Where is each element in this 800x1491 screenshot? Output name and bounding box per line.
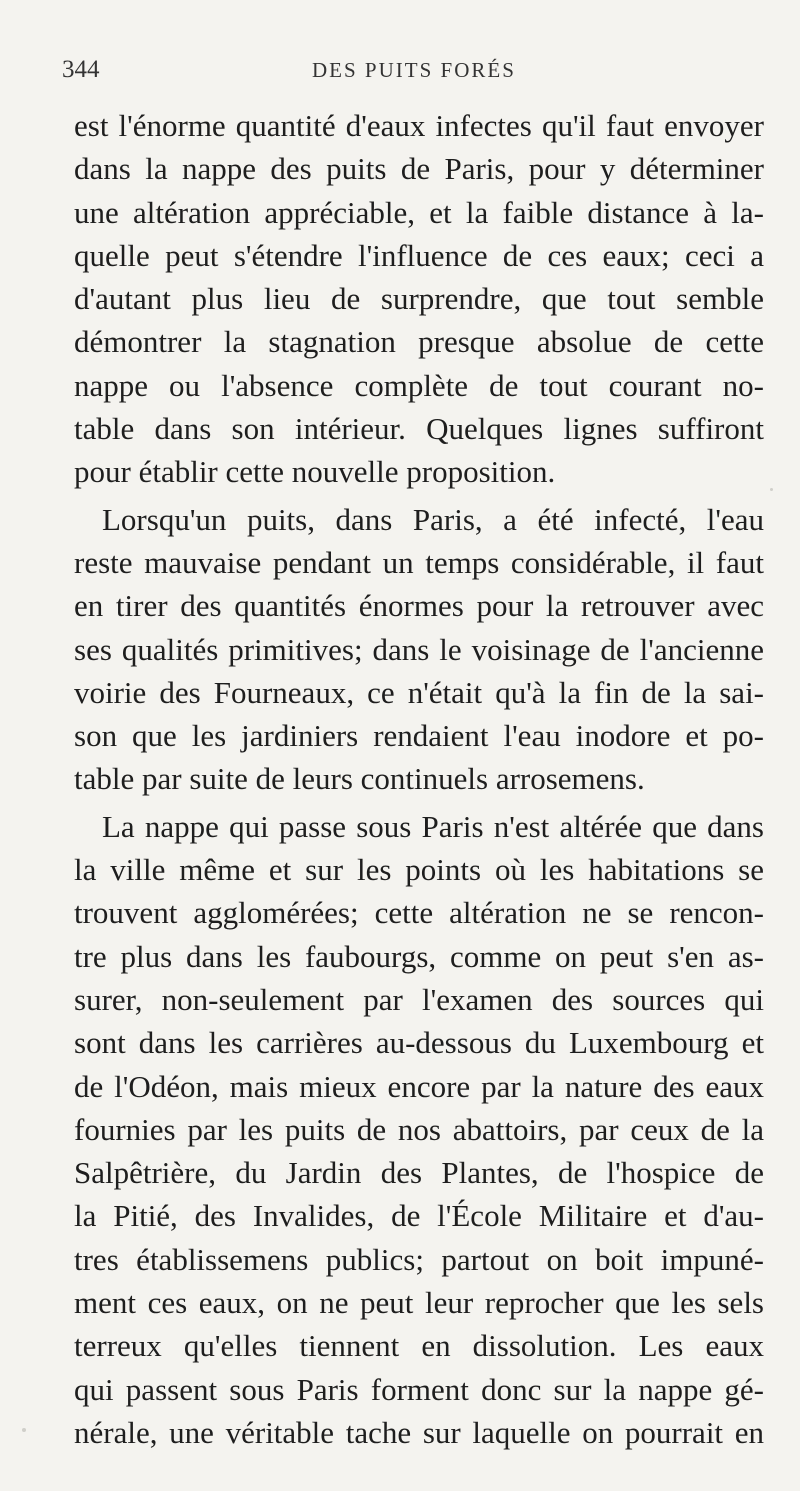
text-line: surer, non-seulement par l'examen des sources qui bbox=[74, 981, 764, 1017]
page-header bbox=[62, 50, 782, 100]
text-line: la ville même et sur les points où les habitations se bbox=[74, 852, 764, 888]
text-line: tres établissemens publics; partout on boit impuné- bbox=[74, 1241, 764, 1277]
text-line: ment ces eaux, on ne peut leur reprocher que les sels bbox=[74, 1285, 764, 1321]
text-line: fournies par les puits de nos abattoirs, par ceux de la bbox=[74, 1111, 764, 1147]
text-line: Salpêtrière, du Jardin des Plantes, de l'hospice de bbox=[74, 1155, 764, 1191]
text-line: reste mauvaise pendant un temps considérable, il faut bbox=[74, 544, 764, 580]
text-line: une altération appréciable, et la faible distance à la- bbox=[74, 194, 764, 230]
text-line: est l'énorme quantité d'eaux infectes qu'il faut envoyer bbox=[74, 108, 764, 143]
text-line: trouvent agglomérées; cette altération ne se rencon- bbox=[74, 895, 764, 931]
text-line: nérale, une véritable tache sur laquelle on pourrait en bbox=[74, 1414, 764, 1450]
text-line: son que les jardiniers rendaient l'eau inodore et po- bbox=[74, 718, 764, 754]
text-line: Lorsqu'un puits, dans Paris, a été infecté, l'eau bbox=[102, 501, 764, 537]
text-line: qui passent sous Paris forment donc sur la nappe gé- bbox=[74, 1371, 764, 1407]
page-number: 344 bbox=[62, 56, 100, 83]
text-line: d'autant plus lieu de surprendre, que tout semble bbox=[74, 281, 764, 317]
text-line: terreux qu'elles tiennent en dissolution. Les eaux bbox=[74, 1328, 764, 1364]
text-line: dans la nappe des puits de Paris, pour y déterminer bbox=[74, 151, 764, 187]
running-title: DES PUITS FORÉS bbox=[312, 58, 516, 82]
text-line: tre plus dans les faubourgs, comme on peut s'en as- bbox=[74, 938, 764, 974]
text-line: en tirer des quantités énormes pour la retrouver avec bbox=[74, 588, 764, 624]
text-line: nappe ou l'absence complète de tout courant no- bbox=[74, 367, 764, 403]
paragraph-3 bbox=[74, 805, 764, 1454]
text-line: quelle peut s'étendre l'influence de ces eaux; ceci a bbox=[74, 237, 764, 273]
paragraph-2 bbox=[74, 498, 764, 801]
text-line: pour établir cette nouvelle proposition. bbox=[74, 454, 556, 490]
body-text bbox=[74, 104, 764, 1454]
text-line: La nappe qui passe sous Paris n'est altérée que dans bbox=[102, 808, 764, 844]
paper-speck bbox=[770, 488, 773, 491]
text-line: voirie des Fourneaux, ce n'était qu'à la fin de la sai- bbox=[74, 674, 764, 710]
text-line: de l'Odéon, mais mieux encore par la nature des eaux bbox=[74, 1068, 764, 1104]
text-line: sont dans les carrières au-dessous du Luxembourg et bbox=[74, 1025, 764, 1061]
text-line: la Pitié, des Invalides, de l'École Militaire et d'au- bbox=[74, 1198, 764, 1234]
text-line: démontrer la stagnation presque absolue de cette bbox=[74, 324, 764, 360]
text-line: table par suite de leurs continuels arrosemens. bbox=[74, 761, 645, 797]
text-line: ses qualités primitives; dans le voisinage de l'ancienne bbox=[74, 631, 764, 667]
paper-speck bbox=[22, 1428, 26, 1432]
paragraph-1 bbox=[74, 104, 764, 494]
text-line: table dans son intérieur. Quelques lignes suffiront bbox=[74, 411, 764, 447]
